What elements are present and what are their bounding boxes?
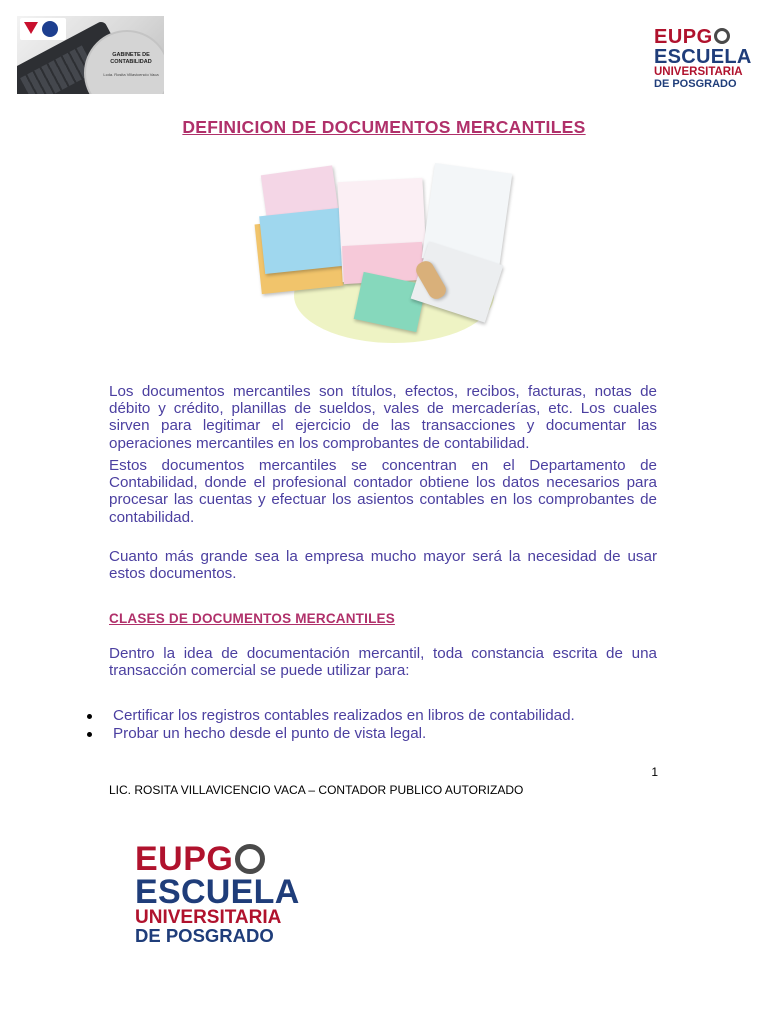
gear-icon — [235, 844, 265, 874]
bullet-icon — [87, 732, 92, 737]
section-intro: Dentro la idea de documentación mercantil, toda constancia escrita de una transacción comercial se puede utilizar para: — [109, 645, 657, 680]
page-title: DEFINICION DE DOCUMENTOS MERCANTILES — [182, 117, 586, 137]
banner-title: GABINETE DE CONTABILIDAD — [110, 52, 152, 65]
bullet-list — [87, 707, 667, 742]
logo-universitaria-text: UNIVERSITARIA — [654, 66, 743, 78]
footer-author: LIC. ROSITA VILLAVICENCIO VACA – CONTADOR PUBLICO AUTORIZADO — [109, 783, 524, 797]
logo-eupg-text: EUPG — [654, 26, 713, 48]
banner-subtitle: Lcda. Rosita Villavicencio Vaca — [103, 72, 159, 77]
logo-eupg-text: EUPG — [135, 840, 234, 878]
header-banner-image — [17, 16, 164, 94]
logo-escuela-text: ESCUELA — [135, 873, 300, 911]
eupg-logo-top — [654, 26, 752, 90]
shield-icon — [24, 22, 38, 34]
paragraph-company-size: Cuanto más grande sea la empresa mucho mayor será la necesidad de usar estos documentos. — [109, 548, 657, 583]
section-title: CLASES DE DOCUMENTOS MERCANTILES — [109, 611, 395, 626]
page-number: 1 — [651, 765, 658, 779]
list-item — [87, 725, 667, 743]
list-item — [87, 707, 667, 725]
paragraph-definition: Los documentos mercantiles son títulos, efectos, recibos, facturas, notas de débito y crédito, planillas de sueldos, vales de mercaderías, etc. Los cuales sirven para legitimar el ejercicio de las transacciones y documentar las operaciones mercantiles en los comprobantes de contabilidad. — [109, 383, 657, 452]
logo-universitaria-text: UNIVERSITARIA — [135, 907, 282, 929]
logo-escuela-text: ESCUELA — [654, 46, 752, 68]
seal-icon — [42, 21, 58, 37]
eupg-logo-bottom — [135, 840, 300, 947]
logo-posgrado-text: DE POSGRADO — [135, 925, 274, 947]
bullet-icon — [87, 714, 92, 719]
documents-illustration — [248, 160, 520, 345]
paragraph-department: Estos documentos mercantiles se concentran en el Departamento de Contabilidad, donde el profesional contador obtiene los datos necesarios para procesar las cuentas y efectuar los asientos contables en los comprobantes de contabilidad. — [109, 457, 657, 526]
university-badge-icon — [20, 18, 66, 40]
gear-icon — [714, 28, 730, 44]
logo-posgrado-text: DE POSGRADO — [654, 77, 737, 90]
list-item-text: Probar un hecho desde el punto de vista legal. — [113, 724, 427, 742]
list-item-text: Certificar los registros contables realizados en libros de contabilidad. — [113, 707, 575, 724]
